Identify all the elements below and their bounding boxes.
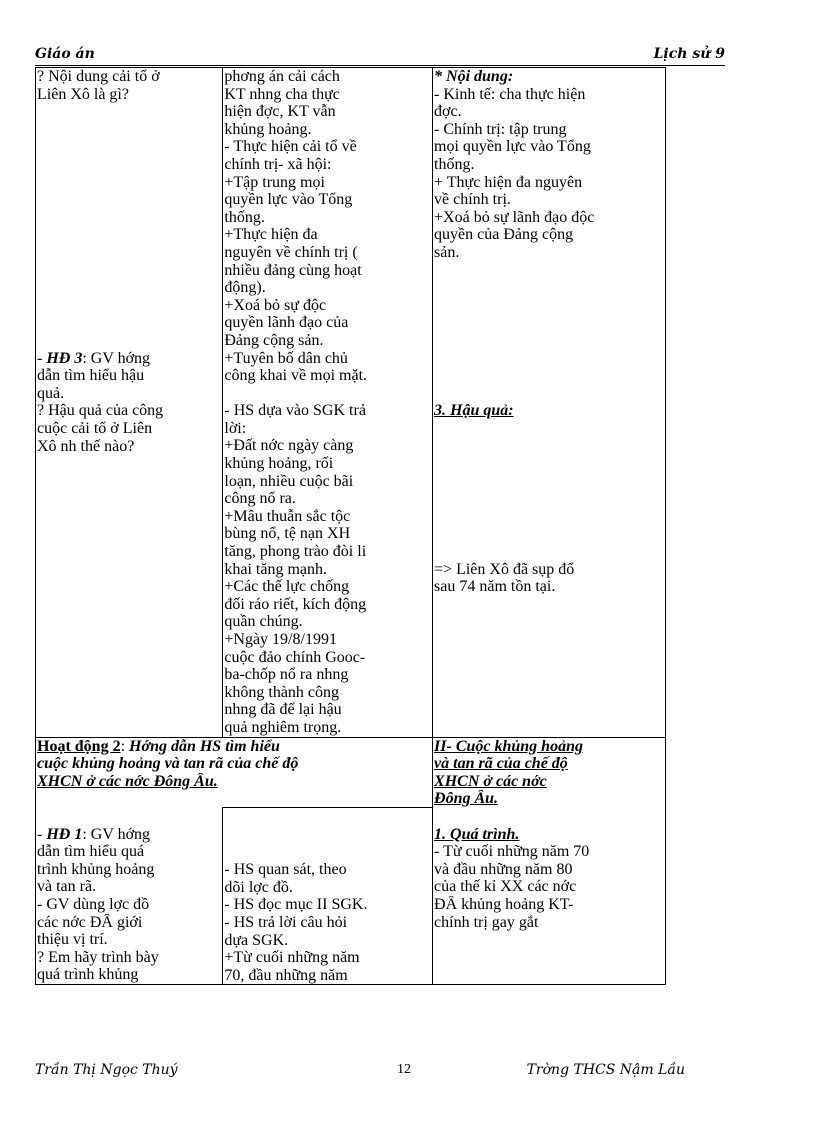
text-line: cuộc đảo chính Gooc- [224, 648, 366, 666]
page-footer [35, 1062, 685, 1082]
text-line: lời: [224, 419, 247, 437]
table-row [36, 737, 666, 808]
text-line: ? Hậu quả của công [37, 402, 164, 420]
text-line: chính trị gay gắt [434, 913, 539, 931]
cell [36, 68, 223, 738]
text-line: hiện đợc, KT vẫn [224, 103, 336, 121]
text-line [37, 826, 221, 844]
text-run: HĐ 3 [46, 349, 83, 367]
text-line: - Kinh tế: cha thực hiện [434, 85, 586, 103]
text-line: - Từ cuối những năm 70 [434, 843, 590, 861]
lesson-table [35, 67, 666, 985]
text-line: và đầu những năm 80 [434, 860, 573, 878]
text-run: HĐ 1 [46, 825, 83, 843]
text-line: 1. Quá trình. [434, 825, 520, 843]
table-row [36, 808, 666, 985]
text-line: mọi quyền lực vào Tổng [434, 138, 591, 156]
header-left: Giáo án [35, 46, 95, 62]
text-line: ba-chốp nổ ra nhng [224, 666, 349, 684]
text-line: XHCN ở các nớc [434, 772, 547, 790]
text-line: ? Em hãy trình bày [37, 948, 159, 966]
text-line: - HS dựa vào SGK trả [224, 402, 366, 420]
text-line: * Nội dung: [434, 68, 514, 85]
text-run: : [120, 737, 130, 755]
text-line: dẫn tìm hiểu quá [37, 843, 145, 861]
spacer [434, 420, 664, 561]
text-line: thiệu vị trí. [37, 931, 108, 949]
footer-school: Trờng THCS Nậm Lầu [526, 1062, 685, 1078]
cell [223, 68, 433, 738]
text-line: 70, đầu những năm [224, 966, 348, 984]
text-run: Hớng dẫn HS tìm hiểu [129, 737, 280, 755]
text-run: : GV hớng [82, 349, 151, 367]
table-row [36, 68, 666, 738]
text-line: +Các thế lực chống [224, 578, 350, 596]
text-line: tăng, phong trào đòi li [224, 543, 367, 561]
text-line: +Ngày 19/8/1991 [224, 631, 337, 648]
footer-author: Trần Thị Ngọc Thuý [35, 1062, 178, 1078]
text-line: II- Cuộc khủng hoảng [434, 737, 583, 755]
text-line: ? Nội dung cải tổ ở [37, 68, 160, 85]
cell [433, 68, 666, 738]
text-line: - HS quan sát, theo [224, 861, 347, 879]
text-line: quần chúng. [224, 613, 303, 631]
text-line: - HS trả lời câu hỏi [224, 914, 348, 932]
text-run: : GV hớng [82, 825, 151, 843]
text-line: cuộc khủng hoảng và tan rã của chế độ [37, 755, 299, 773]
cell [223, 808, 433, 985]
text-line: - HS đọc mục II SGK. [224, 896, 368, 914]
text-line: +Tuyên bố dân chủ [224, 349, 348, 367]
header-right: Lịch sử 9 [653, 46, 725, 62]
text-line: đối ráo riết, kích động [224, 595, 367, 613]
cell [433, 737, 666, 808]
text-line: nguyên về chính trị ( [224, 243, 358, 261]
spacer [434, 808, 664, 826]
cell [433, 808, 666, 985]
text-line: sản. [434, 243, 460, 261]
text-line: và tan rã. [37, 878, 97, 896]
text-line: +Từ cuối những năm [224, 949, 360, 967]
text-line: dõi lợc đồ. [224, 878, 293, 896]
text-run: Hoạt động 2 [37, 737, 121, 755]
text-run: - [37, 349, 47, 367]
text-line: +Xoá bỏ sự độc [224, 296, 327, 314]
text-line: thống. [434, 155, 475, 173]
text-line: + Thực hiện đa nguyên [434, 173, 583, 191]
text-line: dựa SGK. [224, 931, 289, 949]
text-line: và tan rã của chế độ [434, 755, 568, 773]
text-line: Liên Xô là gì? [37, 85, 129, 103]
text-line: nhng đã để lại hậu [224, 701, 342, 719]
text-line: thống. [224, 208, 265, 226]
text-line: +Thực hiện đa [224, 226, 318, 244]
text-line: quyền lãnh đạo của [224, 314, 349, 332]
text-line: Đông Âu. [434, 790, 499, 808]
text-line: công nổ ra. [224, 490, 296, 508]
cell [36, 737, 433, 808]
text-line: loạn, nhiều cuộc bãi [224, 472, 354, 490]
text-line: phơng án cải cách [224, 68, 340, 85]
text-line: => Liên Xô đã sụp đổ [434, 560, 575, 578]
text-line: quá trình khủng [37, 966, 139, 984]
spacer [224, 385, 431, 403]
text-line: 3. Hậu quả: [434, 402, 514, 420]
text-line: ĐÂ khủng hoảng KT- [434, 895, 574, 913]
text-line: dẫn tìm hiểu hậu [37, 367, 145, 385]
text-run: - [37, 825, 47, 843]
text-line: quả. [37, 384, 65, 402]
text-line: +Đất nớc ngày càng [224, 437, 354, 455]
text-line [37, 350, 221, 368]
text-line: các nớc ĐÂ giới [37, 913, 143, 931]
text-line: +Xoá bỏ sự lãnh đạo độc [434, 208, 595, 226]
cell [36, 808, 223, 985]
text-line: công khai về mọi mặt. [224, 367, 368, 385]
text-line: đợc. [434, 103, 462, 121]
text-line: khủng hoảng. [224, 120, 312, 138]
text-line: khủng hoảng, rối [224, 455, 334, 473]
page-header [35, 46, 725, 66]
text-line: - Thực hiện cải tổ về [224, 138, 357, 156]
text-line [37, 738, 431, 756]
text-line: của thế kỉ XX các nớc [434, 878, 577, 896]
text-line: không thành công [224, 683, 340, 701]
text-line: quả nghiêm trọng. [224, 718, 342, 736]
spacer [434, 262, 664, 403]
spacer [37, 103, 221, 349]
text-line: sau 74 năm tồn tại. [434, 578, 556, 596]
spacer [37, 808, 221, 826]
text-line: Xô nh thế nào? [37, 437, 135, 455]
text-line: trình khủng hoảng [37, 860, 155, 878]
text-line: bùng nổ, tệ nạn XH [224, 525, 351, 543]
text-line: +Mâu thuẫn sắc tộc [224, 507, 351, 525]
text-line: quyền của Đảng cộng [434, 226, 574, 244]
text-line: chính trị- xã hội: [224, 155, 332, 173]
text-line: nhiều đảng cùng hoạt [224, 261, 362, 279]
page-number: 12 [397, 1062, 411, 1077]
text-line: KT nhng cha thực [224, 85, 340, 103]
text-line: động). [224, 279, 266, 297]
text-line: XHCN ở các nớc Đông Âu. [37, 772, 218, 790]
text-line: - GV dùng lợc đồ [37, 895, 150, 913]
text-line: quyền lực vào Tổng [224, 191, 353, 209]
text-line: Đảng cộng sản. [224, 331, 324, 349]
spacer [224, 808, 431, 861]
text-line: - Chính trị: tập trung [434, 120, 567, 138]
text-line: khai tăng mạnh. [224, 560, 328, 578]
text-line: cuộc cải tổ ở Liên [37, 419, 153, 437]
text-line: +Tập trung mọi [224, 173, 325, 191]
text-line: về chính trị. [434, 191, 511, 209]
